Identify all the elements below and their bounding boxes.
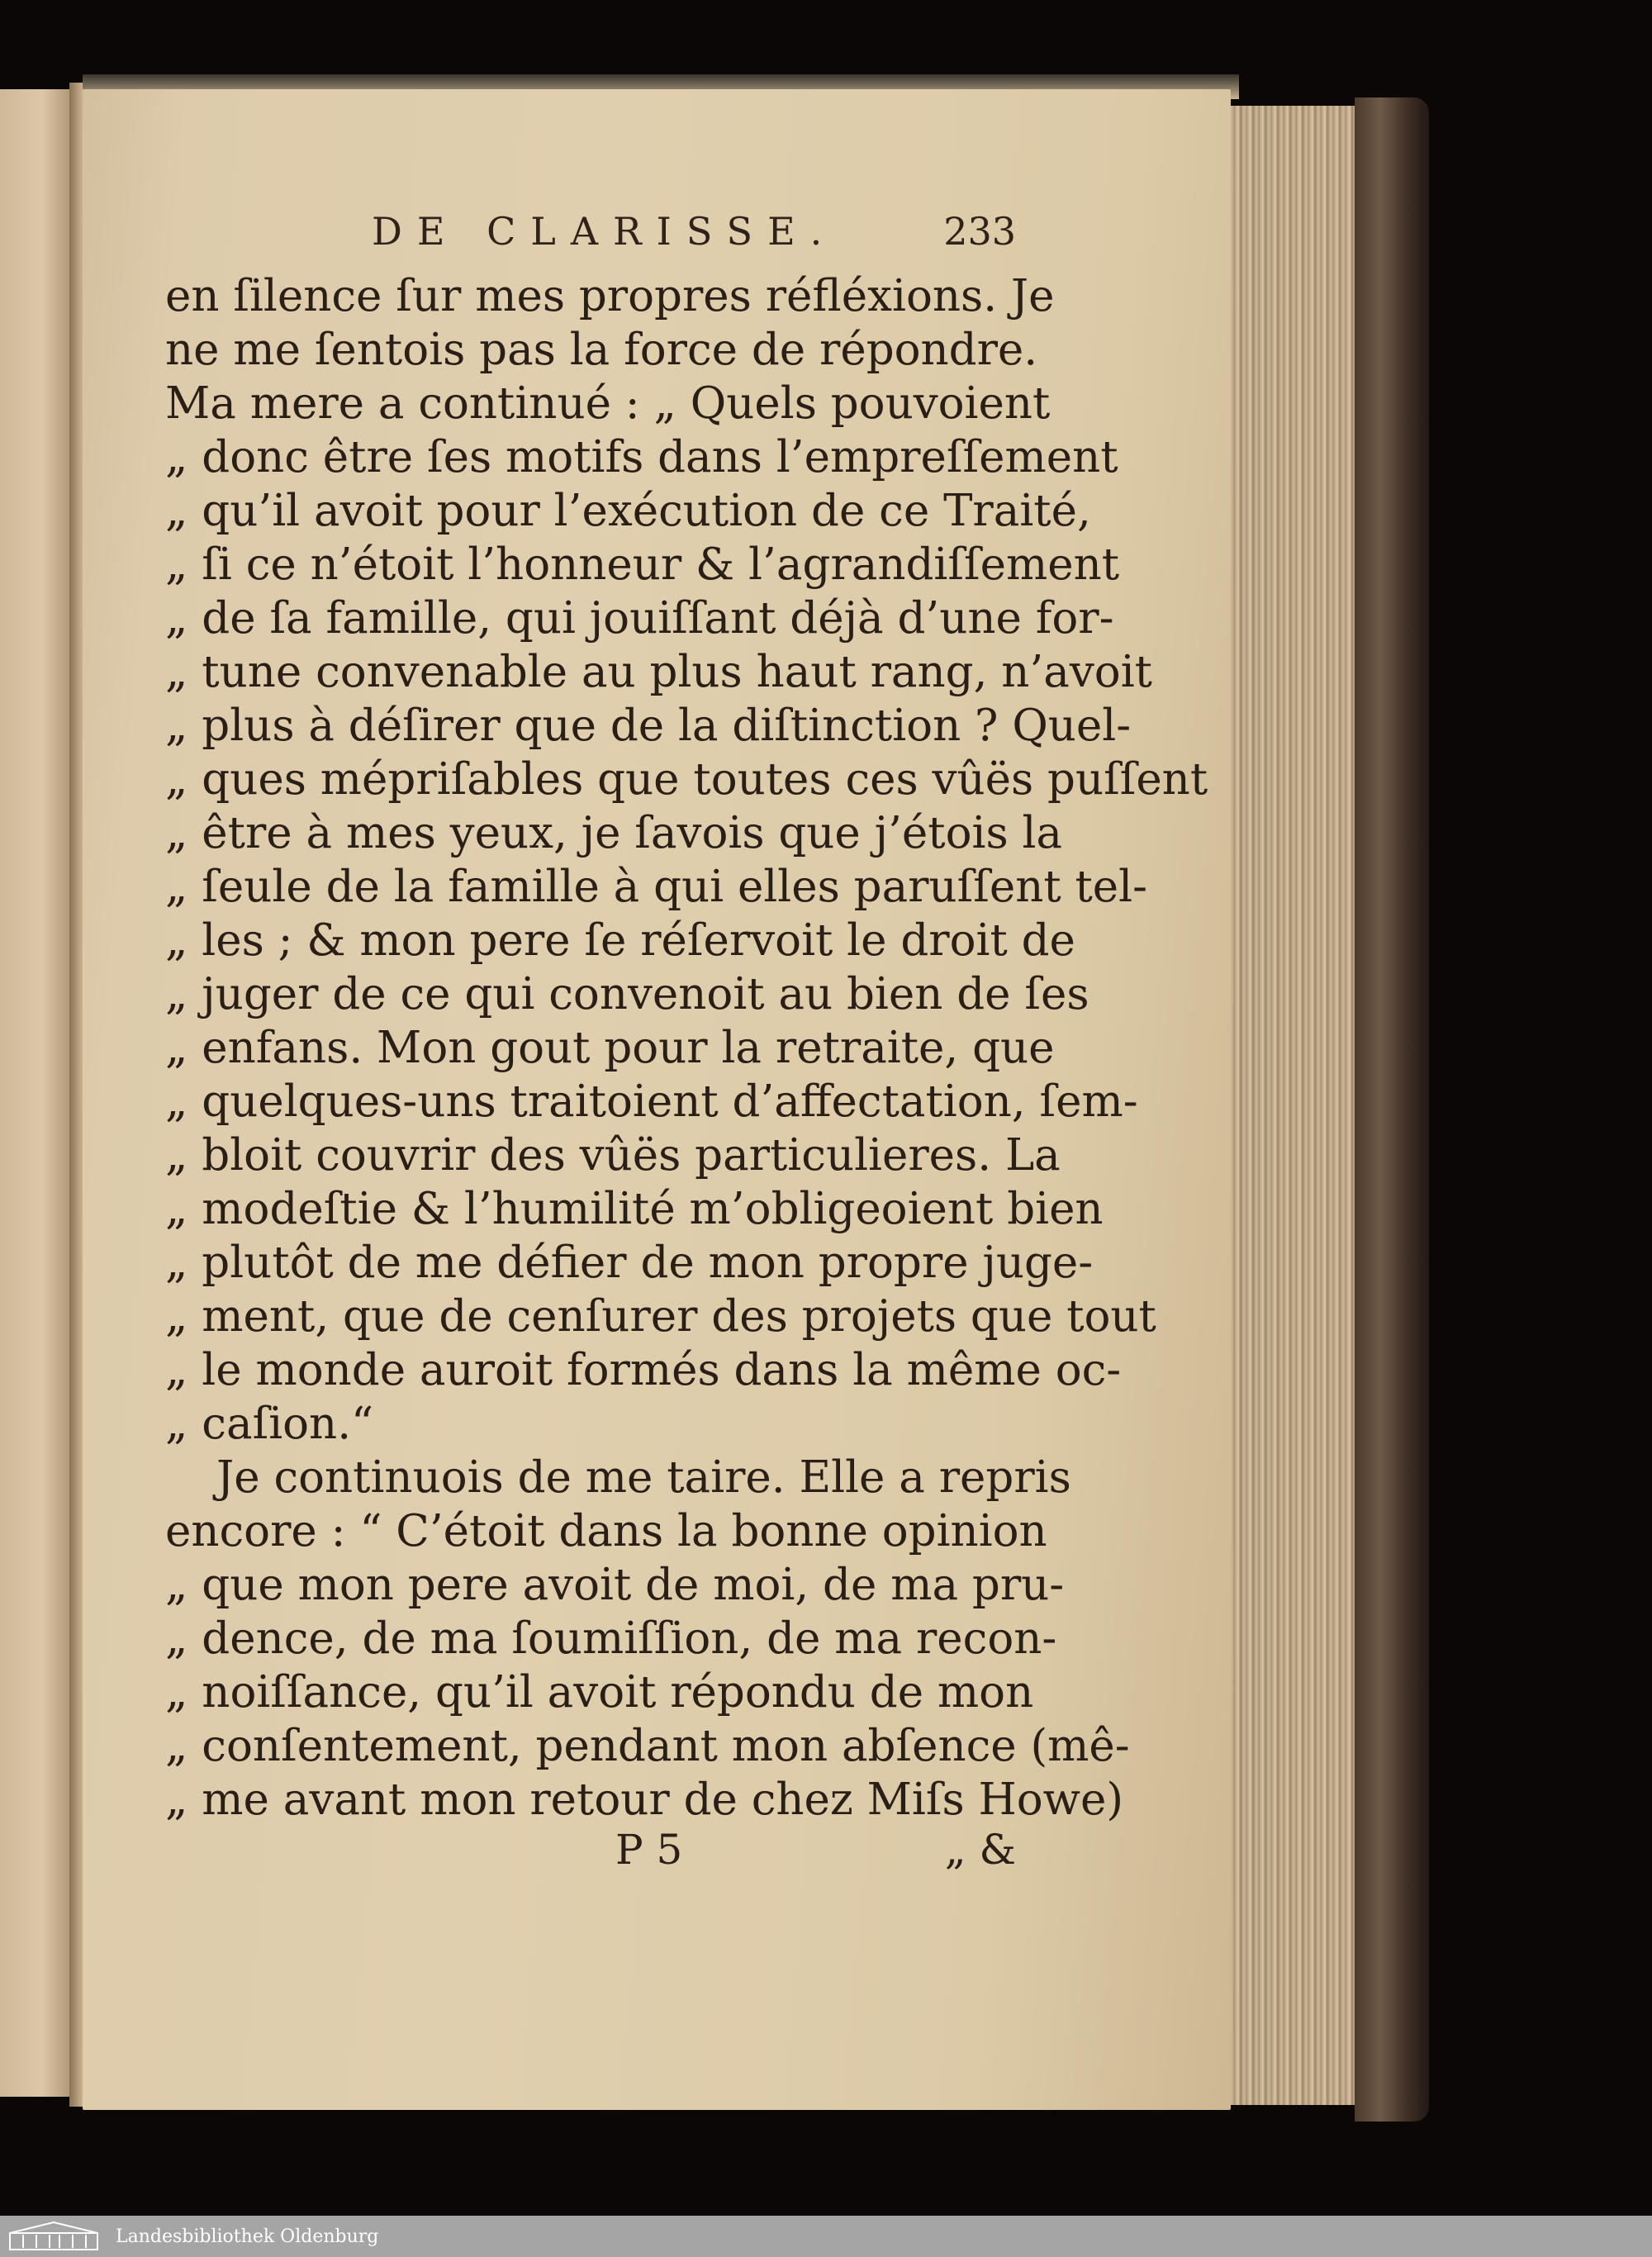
text-line: „ le monde auroit formés dans la même oc-: [165, 1345, 1122, 1395]
library-name: Landesbibliothek Oldenburg: [116, 2226, 379, 2247]
text-line: „ ques mépriſables que toutes ces vûës puſſent: [165, 754, 1208, 805]
text-line: „ conſentement, pendant mon abſence (mê-: [165, 1721, 1130, 1771]
library-bar: [0, 2216, 1652, 2257]
body-text: [165, 269, 1208, 1827]
text-line: „ tune convenable au plus haut rang, n’avoit: [165, 647, 1152, 697]
text-line: „ ſi ce n’étoit l’honneur & l’agrandiſſement: [165, 539, 1120, 590]
text-line: „ noiſſance, qu’il avoit répondu de mon: [165, 1667, 1034, 1718]
left-page-edge: [0, 89, 76, 2097]
text-line: „ dence, de ma ſoumiſſion, de ma recon-: [165, 1613, 1057, 1664]
library-building-icon: [8, 2220, 99, 2253]
text-line: encore : “ C’étoit dans la bonne opinion: [165, 1506, 1047, 1556]
text-line: en ſilence ſur mes propres réfléxions. Je: [165, 271, 1055, 321]
text-line: „ donc être ſes motifs dans l’empreſſement: [165, 432, 1118, 482]
text-line: ne me ſentois pas la force de répondre.: [165, 325, 1038, 375]
text-line: „ plutôt de me défier de mon propre juge-: [165, 1238, 1094, 1288]
text-line: Je continuois de me taire. Elle a repris: [216, 1452, 1071, 1503]
text-line: „ être à mes yeux, je ſavois que j’étois la: [165, 808, 1063, 858]
page-fore-edge: [1222, 106, 1371, 2105]
text-line: „ qu’il avoit pour l’exécution de ce Traité,: [165, 486, 1091, 536]
text-line: „ ſeule de la famille à qui elles paruſſent tel-: [165, 862, 1148, 912]
text-line: „ quelques-uns traitoient d’affectation, ſem-: [165, 1076, 1138, 1127]
running-head-title: DE CLARISSE.: [372, 209, 838, 254]
text-line: Ma mere a continué : „ Quels pouvoient: [165, 378, 1051, 429]
signature-mark: P 5: [615, 1826, 683, 1874]
text-line: „ me avant mon retour de chez Miſs Howe): [165, 1775, 1124, 1825]
book-binding: [1355, 97, 1429, 2122]
text-line: „ plus à déſirer que de la diſtinction ? Quel-: [165, 701, 1132, 751]
text-line: „ les ; & mon pere ſe réſervoit le droit de: [165, 915, 1075, 966]
text-line: „ modeſtie & l’humilité m’obligeoient bien: [165, 1184, 1104, 1234]
running-head: [165, 198, 1016, 264]
text-line: „ de ſa famille, qui jouiſſant déjà d’une for-: [165, 593, 1114, 644]
text-line: „ juger de ce qui convenoit au bien de ſes: [165, 969, 1089, 1019]
page-footer: [165, 1826, 1016, 1884]
page-number: 233: [943, 209, 1016, 254]
catchword: „ &: [944, 1826, 1016, 1874]
text-line: „ enfans. Mon gout pour la retraite, que: [165, 1023, 1055, 1073]
text-line: „ que mon pere avoit de moi, de ma pru-: [165, 1560, 1065, 1610]
text-line: „ caſion.“: [165, 1399, 374, 1449]
text-line: „ ment, que de cenſurer des projets que tout: [165, 1291, 1156, 1342]
text-line: „ bloit couvrir des vûës particulieres. La: [165, 1130, 1061, 1181]
